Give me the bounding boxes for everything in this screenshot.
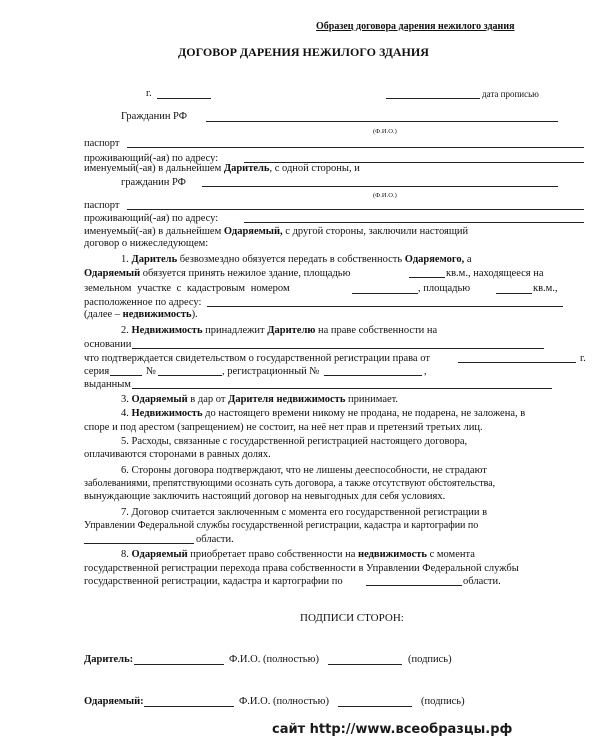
clause3: 3. Одаряемый в дар от Дарителя недвижимость принимает. xyxy=(121,394,399,405)
clause8-region-line xyxy=(366,585,462,586)
clause2-line2: основании xyxy=(84,339,132,350)
city-line xyxy=(157,98,211,99)
clause5-line1: 5. Расходы, связанные с государственной регистрацией настоящего договора, xyxy=(121,436,468,447)
clause1-line3-end: кв.м., xyxy=(533,283,558,294)
party2-passport-line xyxy=(127,209,584,210)
clause1-line5: (далее – недвижимость). xyxy=(84,309,198,320)
clause6-line1: 6. Стороны договора подтверждают, что не лишены дееспособности, не страдают xyxy=(121,465,487,476)
party1-passport: паспорт xyxy=(84,138,120,149)
party1-passport-line xyxy=(127,147,584,148)
clause1-area-line xyxy=(409,277,445,278)
party2-passport: паспорт xyxy=(84,200,120,211)
clause2-date-line xyxy=(458,362,576,363)
clause2-basis-line xyxy=(132,348,544,349)
donee-sign-label: (подпись) xyxy=(421,696,465,707)
clause1-line4: расположенное по адресу: xyxy=(84,297,202,308)
clause2-number-line xyxy=(158,375,222,376)
clause2-line1: 2. Недвижимость принадлежит Дарителю на праве собственности на xyxy=(121,325,438,336)
clause1-area2-line xyxy=(496,293,532,294)
clause2-line3: что подтверждается свидетельством о государственной регистрации права от xyxy=(84,353,430,364)
date-label: дата прописью xyxy=(482,89,539,99)
city-prefix: г. xyxy=(146,88,152,99)
donee-label: Одаряемый: xyxy=(84,696,144,707)
clause1-line2: Одаряемый обязуется принять нежилое здание, площадью xyxy=(84,268,351,279)
clause1-cadastre-line xyxy=(352,293,418,294)
footer-site: сайт http://www.всеобразцы.рф xyxy=(272,722,513,737)
clause2-series-line xyxy=(110,375,142,376)
donee-fio-line xyxy=(338,706,412,707)
clause2-line3-end: г. xyxy=(580,353,586,364)
signatures-title: ПОДПИСИ СТОРОН: xyxy=(300,612,404,624)
clause7-line1: 7. Договор считается заключенным с момента его государственной регистрации в xyxy=(121,507,488,518)
clause8-line3-end: области. xyxy=(463,576,501,587)
donor-fio-line xyxy=(328,664,402,665)
clause5-line2: оплачиваются сторонами в равных долях. xyxy=(84,449,271,460)
clause6-line2: заболеваниями, препятствующими осознать суть договора, а также отсутствуют обстоятельства, xyxy=(84,478,496,489)
clause7-line2: Управлении Федеральной службы государственной регистрации, кадастра и картографии по xyxy=(84,520,479,531)
donor-name-line xyxy=(134,664,224,665)
clause2-number-label: № xyxy=(146,366,157,377)
clause1-line3: земельном участке с кадастровым номером xyxy=(84,283,290,294)
clause6-line3: вынуждающие заключить настоящий договор на невыгодных для себя условиях. xyxy=(84,491,446,502)
party2-line2: договор о нижеследующем: xyxy=(84,238,209,249)
party1-residing: проживающий(-ая) по адресу: xyxy=(84,153,219,164)
clause4-line2: споре и под арестом (запрещением) не состоит, на неё нет прав и претензий третьих лиц. xyxy=(84,422,483,433)
sample-title: Образец договора дарения нежилого здания xyxy=(316,21,515,32)
party2-residing: проживающий(-ая) по адресу: xyxy=(84,213,219,224)
party2-named: именуемый(-ая) в дальнейшем Одаряемый, с другой стороны, заключили настоящий xyxy=(84,226,469,237)
clause8-line1: 8. Одаряемый приобретает право собственности на недвижимость с момента xyxy=(121,549,475,560)
clause2-regnum-label: , регистрационный № xyxy=(222,366,320,377)
date-line xyxy=(386,98,480,99)
clause1-line1: 1. Даритель безвозмездно обязуется передать в собственность Одаряемого, а xyxy=(121,254,472,265)
clause2-issued-line xyxy=(132,388,552,389)
clause1-line2-end: кв.м., находящееся на xyxy=(446,268,544,279)
clause8-line3: государственной регистрации, кадастра и картографии по xyxy=(84,576,343,587)
clause8-line2: государственной регистрации перехода права собственности в Управлении Федеральной службы xyxy=(84,563,519,574)
donee-fio-label: Ф.И.О. (полностью) xyxy=(239,696,329,707)
clause2-regnum-line xyxy=(324,375,422,376)
clause2-issued-label: выданным xyxy=(84,379,131,390)
clause2-comma: , xyxy=(424,366,427,377)
clause1-address-line xyxy=(207,306,563,307)
document-title: ДОГОВОР ДАРЕНИЯ НЕЖИЛОГО ЗДАНИЯ xyxy=(178,45,429,59)
party2-name-line xyxy=(202,186,558,187)
clause7-region-line xyxy=(84,543,194,544)
clause1-line3-area: , площадью xyxy=(418,283,471,294)
clause4-line1: 4. Недвижимость до настоящего времени никому не продана, не подарена, не заложена, в xyxy=(121,408,526,419)
party1-name-line xyxy=(206,121,558,122)
party1-citizen2: гражданин РФ xyxy=(121,177,186,188)
party1-named: именуемый(-ая) в дальнейшем Даритель, с одной стороны, и xyxy=(84,163,360,174)
donor-sign-label: (подпись) xyxy=(408,654,452,665)
donor-label: Даритель: xyxy=(84,654,134,665)
donee-name-line xyxy=(144,706,234,707)
party2-address-line xyxy=(244,222,584,223)
donor-fio-label: Ф.И.О. (полностью) xyxy=(229,654,319,665)
party1-fio-hint: (Ф.И.О.) xyxy=(373,128,397,135)
party1-citizen: Гражданин РФ xyxy=(121,111,188,122)
clause7-line3: области. xyxy=(196,534,234,545)
party2-fio-hint: (Ф.И.О.) xyxy=(373,192,397,199)
clause2-series-label: серия xyxy=(84,366,110,377)
